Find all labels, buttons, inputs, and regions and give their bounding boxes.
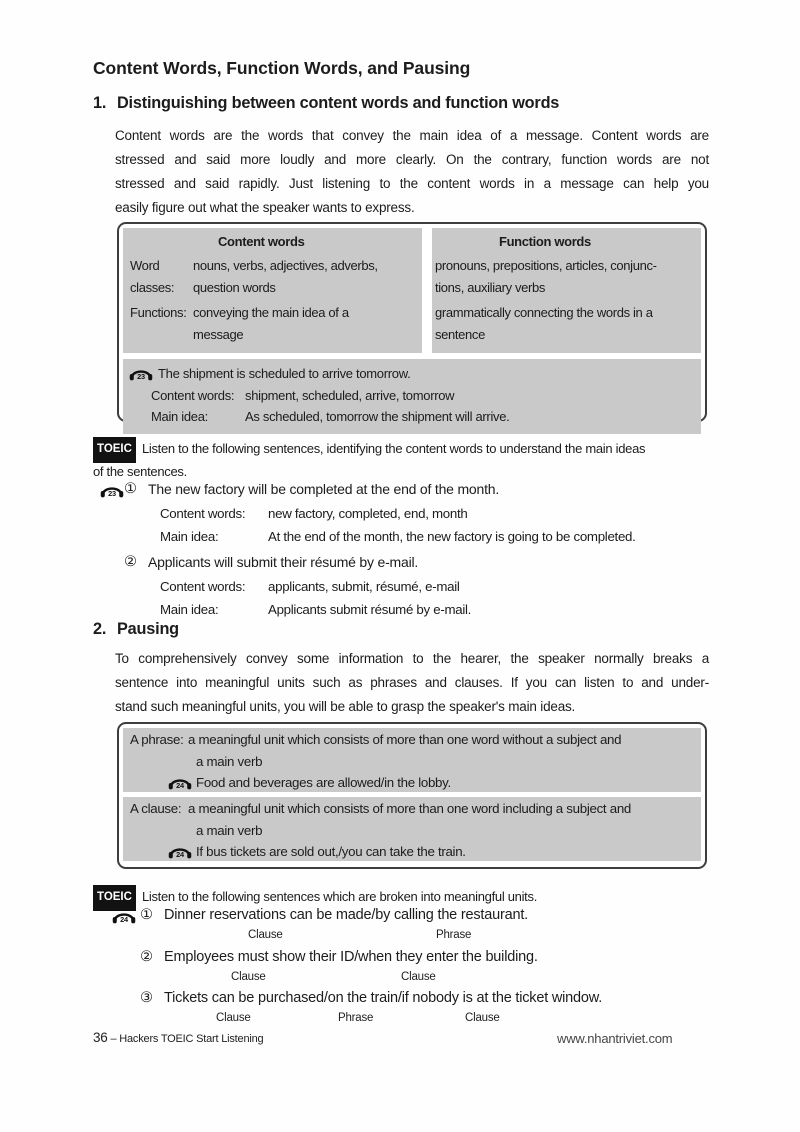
section2-heading bbox=[93, 620, 179, 639]
list-item bbox=[93, 949, 733, 965]
cell-line: question words bbox=[193, 280, 276, 295]
unit-labels-row bbox=[164, 1012, 724, 1028]
intro-line: To comprehensively convey some information to the hearer, the speaker normally breaks a bbox=[115, 651, 709, 666]
intro-line: stand such meaningful units, you will be able to grasp the speaker's main ideas. bbox=[115, 699, 576, 714]
main-idea-label: Main idea: bbox=[160, 602, 219, 617]
phrase-definition: a meaningful unit which consists of more than one word without a subject and bbox=[188, 732, 622, 747]
item-sentence: Dinner reservations can be made/by calling the restaurant. bbox=[164, 907, 528, 923]
section1-number: 1. bbox=[93, 94, 107, 112]
toeic-badge: TOEIC bbox=[93, 437, 136, 463]
headphones-icon bbox=[129, 366, 153, 381]
main-idea-row bbox=[160, 602, 720, 617]
main-idea-value: As scheduled, tomorrow the shipment will arrive. bbox=[245, 409, 510, 424]
headphones-icon bbox=[168, 775, 192, 790]
list-item bbox=[93, 990, 733, 1006]
content-words-value: shipment, scheduled, arrive, tomorrow bbox=[245, 387, 455, 403]
cell-line: message bbox=[193, 327, 244, 342]
content-words-label: Content words: bbox=[151, 387, 235, 403]
table-cell bbox=[435, 255, 701, 299]
example-sentence: The shipment is scheduled to arrive tomorrow. bbox=[158, 366, 411, 381]
intro-line: Content words are the words that convey the main idea of a message. Content words are bbox=[115, 128, 709, 143]
item-number: ③ bbox=[140, 990, 153, 1006]
item-number: ② bbox=[140, 949, 153, 965]
box-example bbox=[123, 359, 701, 434]
unit-label: Clause bbox=[465, 1012, 500, 1024]
intro-line: stressed and said rapidly. Just listening to the content words in a message can help you bbox=[115, 176, 709, 191]
list-item bbox=[93, 554, 733, 570]
phrase-clause-box bbox=[117, 722, 707, 869]
cell-line: conveying the main idea of a bbox=[193, 305, 349, 320]
main-idea-value: At the end of the month, the new factory is going to be completed. bbox=[268, 529, 636, 544]
cell-line: nouns, verbs, adjectives, adverbs, bbox=[193, 258, 378, 273]
cell-line: grammatically connecting the words in a bbox=[435, 305, 653, 320]
section2-heading-text: Pausing bbox=[117, 620, 179, 638]
word-class-table bbox=[123, 228, 701, 353]
instruction-text: Listen to the following sentences which are broken into meaningful units. bbox=[141, 889, 538, 904]
list-item bbox=[93, 481, 733, 497]
track-number: 24 bbox=[176, 781, 184, 790]
phrase-definition: a main verb bbox=[196, 754, 263, 769]
item-number: ① bbox=[124, 481, 137, 497]
main-idea-label: Main idea: bbox=[151, 409, 208, 424]
table-cell bbox=[435, 302, 701, 346]
item-number: ① bbox=[140, 907, 153, 923]
unit-label: Clause bbox=[216, 1012, 251, 1024]
intro-line: sentence into meaningful units such as phrases and clauses. If you can listen to and under- bbox=[115, 675, 709, 690]
phrase-example: Food and beverages are allowed/in the lobby. bbox=[196, 775, 451, 790]
content-words-label: Content words: bbox=[160, 579, 246, 594]
unit-labels-row bbox=[164, 971, 724, 987]
row-label: Word classes: bbox=[130, 258, 175, 295]
intro-line: stressed and said more loudly and more clearly. On the contrary, function words are not bbox=[115, 152, 709, 167]
cell-line: tions, auxiliary verbs bbox=[435, 280, 546, 295]
section1-heading-text: Distinguishing between content words and function words bbox=[117, 94, 560, 112]
clause-definition: a main verb bbox=[196, 823, 263, 838]
phrase-row bbox=[123, 728, 701, 792]
unit-label: Phrase bbox=[436, 929, 472, 941]
function-words-header: Function words bbox=[499, 234, 591, 249]
phrase-label: A phrase: bbox=[130, 732, 184, 747]
row-label: Functions: bbox=[130, 305, 187, 320]
content-words-header: Content words bbox=[218, 234, 305, 249]
main-idea-label: Main idea: bbox=[160, 529, 219, 544]
unit-labels-row bbox=[164, 929, 724, 945]
content-function-box bbox=[117, 222, 707, 422]
list-item bbox=[93, 907, 733, 923]
main-idea-value: Applicants submit résumé by e-mail. bbox=[268, 602, 472, 617]
function-words-column bbox=[432, 228, 701, 353]
footer-left bbox=[93, 1030, 263, 1045]
clause-row bbox=[123, 797, 701, 861]
track-number: 24 bbox=[176, 850, 184, 859]
unit-label: Clause bbox=[248, 929, 283, 941]
section1-intro bbox=[115, 124, 709, 220]
page-number: 36 bbox=[93, 1030, 108, 1045]
toeic-badge: TOEIC bbox=[93, 885, 136, 911]
item-number: ② bbox=[124, 554, 137, 570]
clause-example: If bus tickets are sold out,/you can take the train. bbox=[196, 844, 466, 859]
track-number: 24 bbox=[120, 915, 128, 924]
section1-heading bbox=[93, 94, 559, 113]
item-sentence: The new factory will be completed at the end of the month. bbox=[148, 481, 500, 497]
track-number: 23 bbox=[137, 372, 145, 382]
intro-line: easily figure out what the speaker wants to express. bbox=[115, 200, 415, 215]
website-link: www.nhantriviet.com bbox=[557, 1031, 673, 1046]
content-words-row bbox=[160, 579, 720, 594]
headphones-icon bbox=[168, 844, 192, 859]
clause-definition: a meaningful unit which consists of more than one word including a subject and bbox=[188, 801, 632, 816]
footer-separator: – bbox=[110, 1033, 117, 1045]
page-title: Content Words, Function Words, and Pausing bbox=[93, 58, 471, 78]
clause-label: A clause: bbox=[130, 801, 182, 816]
item-sentence: Tickets can be purchased/on the train/if nobody is at the ticket window. bbox=[164, 990, 603, 1006]
unit-label: Clause bbox=[231, 971, 266, 983]
content-words-value: new factory, completed, end, month bbox=[268, 506, 468, 521]
headphones-icon bbox=[112, 909, 136, 924]
track-number: 23 bbox=[108, 489, 116, 498]
cell-line: sentence bbox=[435, 327, 485, 342]
table-row bbox=[123, 255, 422, 299]
instruction-text: of the sentences. bbox=[93, 464, 187, 479]
unit-label: Phrase bbox=[338, 1012, 374, 1024]
section2-intro bbox=[115, 647, 709, 719]
item-sentence: Applicants will submit their résumé by e-mail. bbox=[148, 554, 419, 570]
content-words-value: applicants, submit, résumé, e-mail bbox=[268, 579, 460, 594]
book-title: Hackers TOEIC Start Listening bbox=[119, 1033, 264, 1045]
main-idea-row bbox=[160, 529, 720, 544]
headphones-icon bbox=[100, 483, 124, 498]
item-sentence: Employees must show their ID/when they enter the building. bbox=[164, 949, 538, 965]
content-words-label: Content words: bbox=[160, 506, 246, 521]
instruction-text: Listen to the following sentences, identifying the content words to understand the main ideas bbox=[141, 441, 646, 456]
table-row bbox=[123, 302, 422, 346]
unit-label: Clause bbox=[401, 971, 436, 983]
content-words-column bbox=[123, 228, 422, 353]
section2-number: 2. bbox=[93, 620, 107, 638]
content-words-row bbox=[160, 506, 720, 521]
cell-line: pronouns, prepositions, articles, conjunc- bbox=[435, 258, 657, 273]
